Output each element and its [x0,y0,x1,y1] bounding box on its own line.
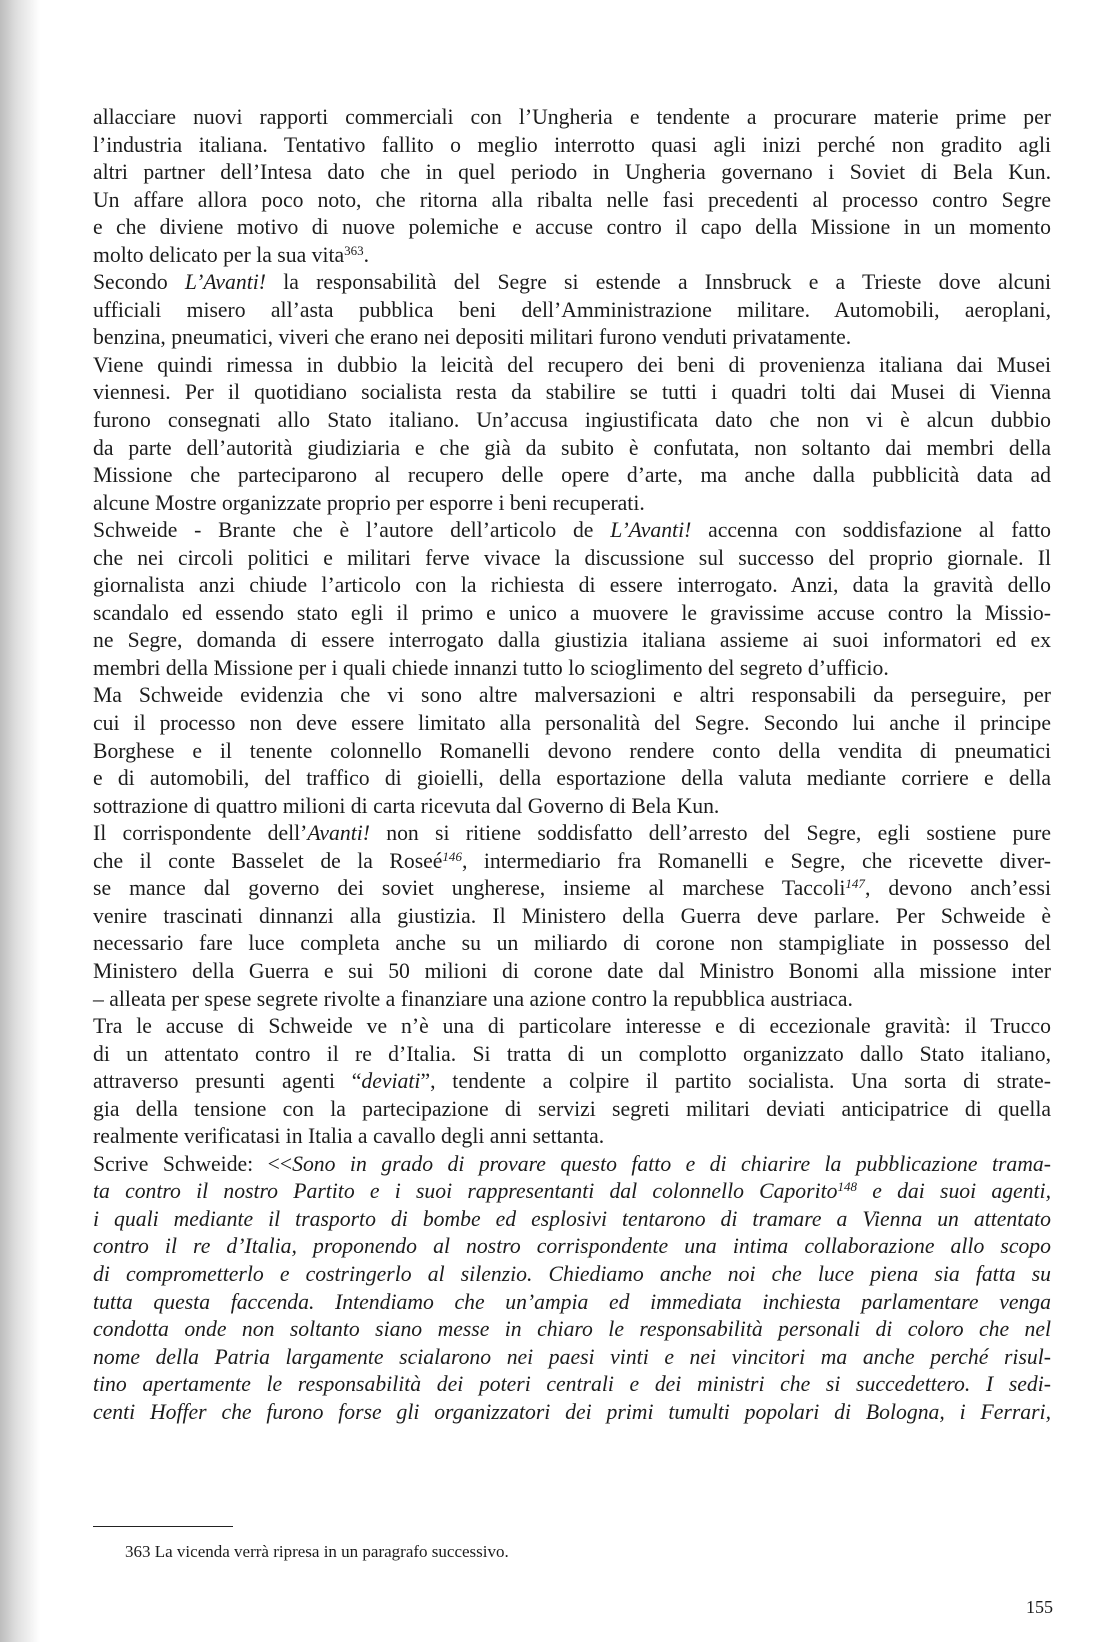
footnote-separator [93,1526,233,1527]
text-line [93,655,1051,683]
text-run: altri partner dell’Intesa dato che in quel periodo in Ungheria governano i Soviet di Bela Kun. [93,160,1051,185]
text-run: l’industria italiana. Tentativo fallito o meglio interrotto quasi agli inizi perché non gradito agli [93,132,1051,157]
text-line [93,1344,1051,1372]
text-run: accenna con soddisfazione al fatto [691,518,1052,543]
italic-text: e dai suoi agenti, [857,1179,1051,1204]
text-line [93,600,1051,628]
footnote-ref: 363 [344,242,364,258]
text-run: da parte dell’autorità giudiziaria e che già da subito è confutata, non soltanto dai membri della [93,435,1051,460]
italic-text: tutta questa faccenda. Intendiamo che un’ampia ed immediata inchiesta parlamentare venga [93,1289,1051,1314]
text-line [93,214,1051,242]
text-line [93,1289,1051,1317]
text-line [93,1399,1051,1427]
text-run: Il corrispondente dell’ [93,821,308,846]
italic-text: i quali mediante il trasporto di bombe ed esplosivi tentarono di tramare a Vienna un attentato [93,1206,1051,1231]
text-run: – alleata per spese segrete rivolte a finanziare una azione contro la repubblica austriaca. [93,986,853,1011]
text-run: sottrazione di quattro milioni di carta ricevuta dal Governo di Bela Kun. [93,793,720,818]
text-run: se mance dal governo dei soviet ungherese, insieme al marchese Taccoli [93,876,846,901]
text-run: , intermediario fra Romanelli e Segre, che ricevette diver- [461,848,1052,873]
paragraph [93,1151,1051,1426]
body-text [93,104,1051,1426]
text-run: , devono anch’essi [864,876,1051,901]
text-line [93,1233,1051,1261]
text-line [93,627,1051,655]
text-line [93,1068,1051,1096]
text-run: e che diviene motivo di nuove polemiche e accuse contro il capo della Missione in un momento [93,215,1051,240]
text-run: Tra le accuse di Schweide ve n’è una di particolare interesse e di eccezionale gravità: il Trucco [93,1014,1051,1039]
text-line [93,875,1051,903]
text-run: ”, tendente a colpire il partito socialista. Una sorta di strate- [420,1069,1051,1094]
text-line [93,572,1051,600]
text-run: ufficiali misero all’asta pubblica beni dell’Amministrazione militare. Automobili, aeroplani, [93,297,1051,322]
text-line [93,1178,1051,1206]
text-line [93,930,1051,958]
text-line [93,490,1051,518]
text-run: che il conte Basselet de la Roseé [93,848,443,873]
paragraph [93,682,1051,820]
italic-text: nome della Patria largamente scialarono nei paesi vinti e nei vincitori ma anche perché risul- [93,1344,1051,1369]
text-run: . [363,242,370,267]
text-run: Schweide - Brante che è l’autore dell’articolo de [93,518,611,543]
italic-text: di comprometterlo e costringerlo al silenzio. Chiediamo anche noi che luce piena sia fatta su [93,1261,1051,1286]
text-line [93,710,1051,738]
text-run: allacciare nuovi rapporti commerciali con l’Ungheria e tendente a procurare materie prime per [93,105,1051,129]
text-run: membri della Missione per i quali chiede innanzi tutto lo scioglimento del segreto d’ufficio. [93,655,889,680]
text-line [93,682,1051,710]
text-run: molto delicato per la sua vita [93,242,345,267]
page-number: 155 [1026,1597,1053,1617]
text-run: Un affare allora poco noto, che ritorna alla ribalta nelle fasi precedenti al processo contro Segre [93,187,1051,212]
italic-text: deviati [361,1069,421,1094]
text-line [93,820,1051,848]
text-line [93,545,1051,573]
footnote-text: La vicenda verrà ripresa in un paragrafo successivo. [154,1542,509,1561]
text-line [93,1041,1051,1069]
text-run: Borghese e il tenente colonnello Romanelli devono rendere conto della vendita di pneumatici [93,738,1051,763]
text-line [93,848,1051,876]
text-line [93,379,1051,407]
text-run: venire trascinati dinnanzi alla giustizia. Il Ministero della Guerra deve parlare. Per Schweide è [93,903,1051,928]
text-run: Secondo [93,270,185,295]
text-line [93,407,1051,435]
text-run: alcune Mostre organizzate proprio per esporre i beni recuperati. [93,490,645,515]
text-line [93,738,1051,766]
text-line [93,462,1051,490]
text-run: furono consegnati allo Stato italiano. Un’accusa ingiustificata dato che non vi è alcun dubbio [93,408,1051,433]
text-line [93,903,1051,931]
text-line [93,132,1051,160]
text-line [93,159,1051,187]
text-run: giornalista anzi chiude l’articolo con la richiesta di essere interrogato. Anzi, data la gravità dello [93,573,1051,598]
text-line [93,1371,1051,1399]
text-line [93,187,1051,215]
text-run: viennesi. Per il quotidiano socialista resta da stabilire se tutti i quadri tolti dai Musei di Vienna [93,380,1051,405]
text-run: cui il processo non deve essere limitato alla personalità del Segre. Secondo lui anche il principe [93,711,1051,736]
footnote-ref: 148 [837,1179,858,1195]
text-line [93,435,1051,463]
footnote-363 [125,1541,509,1563]
text-line [93,1123,1051,1151]
text-line [93,1261,1051,1289]
text-run: Ministero della Guerra e sui 50 milioni di corone date dal Ministro Bonomi alla missione inter [93,958,1051,983]
text-run: scandalo ed essendo stato egli il primo e unico a muovere le gravissime accuse contro la Missio- [93,600,1051,625]
italic-text: Avanti! [307,821,370,846]
text-line [93,765,1051,793]
text-line [93,297,1051,325]
paragraph [93,269,1051,352]
text-line [93,324,1051,352]
page-edge-shadow [0,0,40,1642]
text-line [93,104,1051,132]
text-run: attraverso presunti agenti “ [93,1069,362,1094]
text-line [93,517,1051,545]
text-line [93,1096,1051,1124]
italic-text: L’Avanti! [610,518,692,543]
paragraph [93,1013,1051,1151]
text-run: benzina, pneumatici, viveri che erano nei depositi militari furono venduti privatamente. [93,325,852,350]
italic-text: contro il re d’Italia, proponendo al nostro corrispondente una intima collaborazione allo scopo [93,1234,1051,1259]
text-line [93,986,1051,1014]
footnote-number: 363 [125,1542,151,1561]
text-run: Missione che parteciparono al recupero delle opere d’arte, ma anche dalla pubblicità data ad [93,463,1051,488]
paragraph [93,820,1051,1013]
text-run: realmente verificatasi in Italia a cavallo degli anni settanta. [93,1124,605,1149]
paragraph [93,352,1051,517]
italic-text: Sono in grado di provare questo fatto e di chiarire la pubblicazione trama- [292,1151,1051,1176]
italic-text: tino apertamente le responsabilità dei poteri centrali e dei ministri che si succedettero. I sedi- [93,1372,1051,1397]
footnote-ref: 146 [442,848,462,864]
text-run: Scrive Schweide: << [93,1151,293,1176]
text-run: che nei circoli politici e militari ferve vivace la discussione sul successo del proprio giornale. Il [93,545,1051,570]
text-run: ne Segre, domanda di essere interrogato dalla giustizia italiana assieme ai suoi informatori ed ex [93,628,1051,653]
text-run: la responsabilità del Segre si estende a Innsbruck e a Trieste dove alcuni [266,270,1051,295]
text-line [93,1206,1051,1234]
italic-text: centi Hoffer che furono forse gli organizzatori dei primi tumulti popolari di Bologna, i Ferrari, [93,1399,1051,1424]
text-run: e di automobili, del traffico di gioielli, della esportazione della valuta mediante corriere e della [93,766,1051,791]
text-line [93,1013,1051,1041]
text-line [93,793,1051,821]
italic-text: condotta onde non soltanto siano messe in chiaro le responsabilità personali di coloro che nel [93,1317,1051,1342]
italic-text: ta contro il nostro Partito e i suoi rappresentanti dal colonnello Caporito [93,1179,838,1204]
text-line [93,958,1051,986]
italic-text: L’Avanti! [184,270,267,295]
text-run: di un attentato contro il re d’Italia. Si tratta di un complotto organizzato dallo Stato italiano, [93,1041,1051,1066]
footnote-ref: 147 [845,876,865,892]
text-run: Ma Schweide evidenzia che vi sono altre malversazioni e altri responsabili da perseguire, per [93,683,1051,708]
text-run: Viene quindi rimessa in dubbio la leicità del recupero dei beni di provenienza italiana dai Musei [93,352,1051,377]
text-line [93,1151,1051,1179]
text-line [93,1316,1051,1344]
text-line [93,352,1051,380]
text-line [93,242,1051,270]
paragraph [93,517,1051,682]
text-run: gia della tensione con la partecipazione di servizi segreti militari deviati anticipatrice di quella [93,1096,1051,1121]
text-line [93,269,1051,297]
paragraph [93,104,1051,269]
text-run: necessario fare luce completa anche su un miliardo di corone non stampigliate in possesso del [93,931,1051,956]
text-run: non si ritiene soddisfatto dell’arresto del Segre, egli sostiene pure [370,821,1051,846]
